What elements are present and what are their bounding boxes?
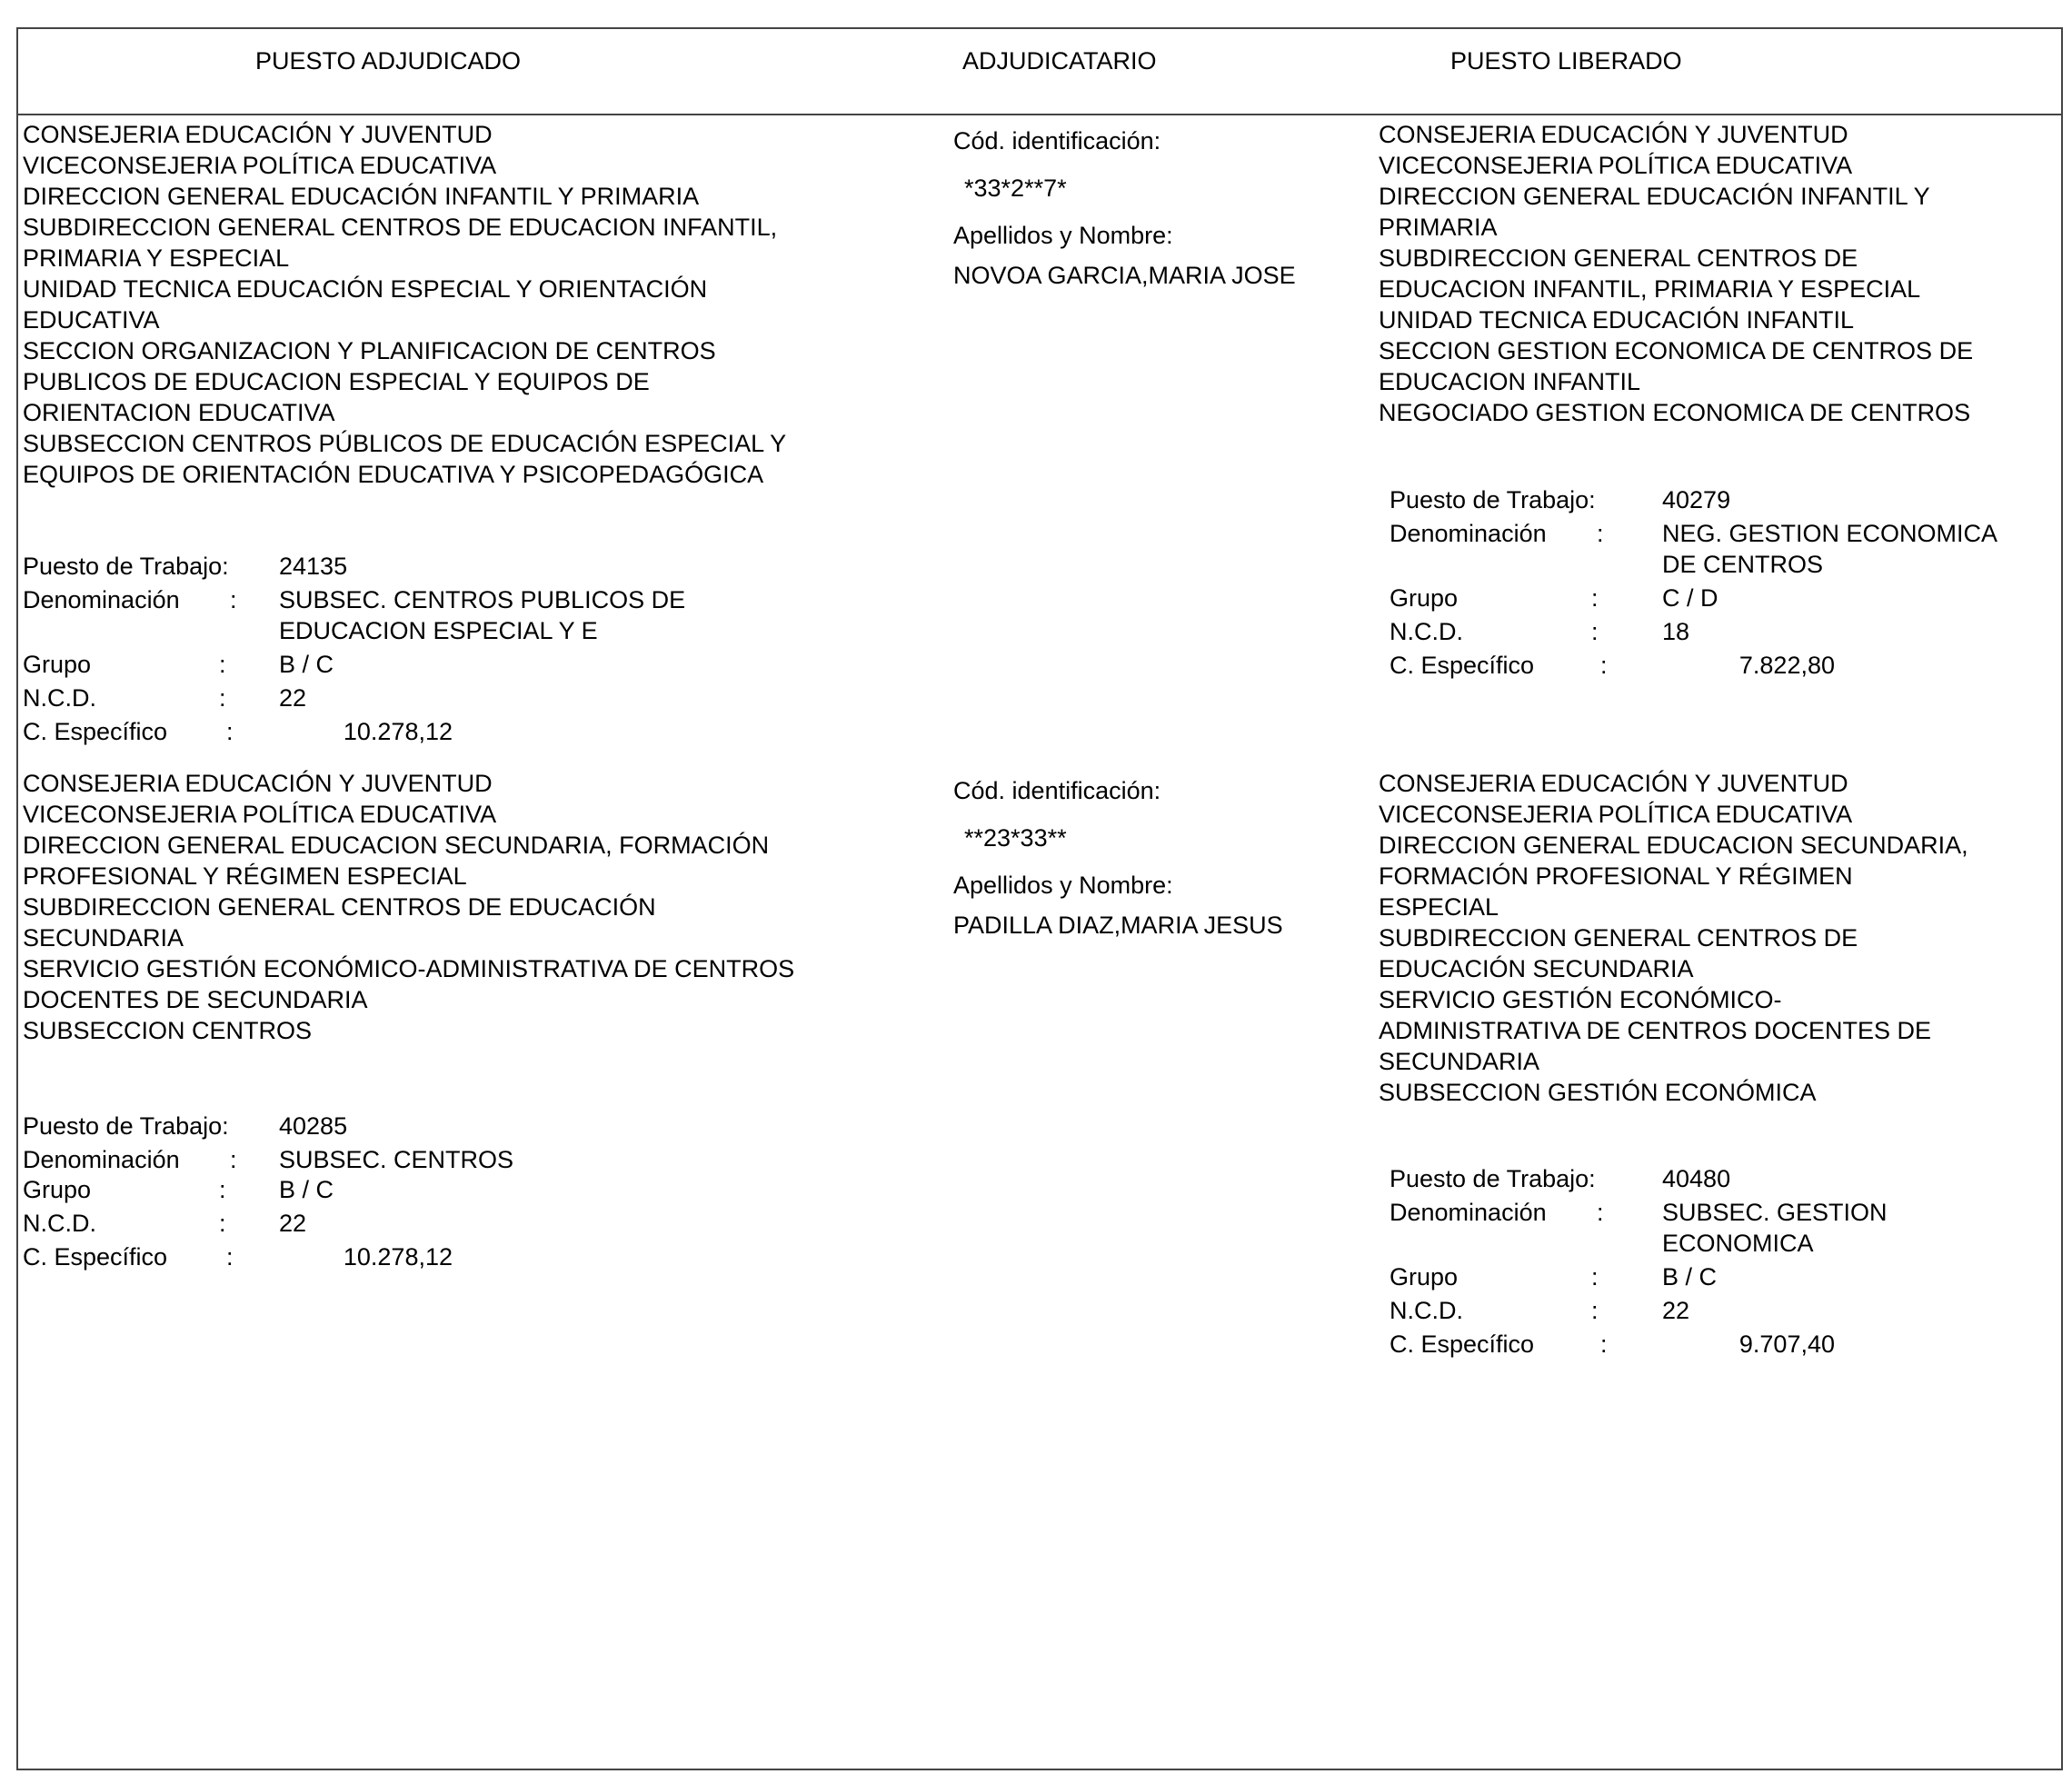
denominacion-value — [1662, 1197, 1888, 1259]
org-line: PUBLICOS DE EDUCACION ESPECIAL Y EQUIPOS DE — [23, 368, 650, 395]
org-line: DOCENTES DE SECUNDARIA — [23, 986, 368, 1013]
colon: : — [1597, 1199, 1604, 1226]
record-1-adjudicado-org — [23, 119, 786, 490]
denominacion-line: DE CENTROS — [1662, 551, 1824, 578]
colon: : — [1600, 1330, 1608, 1358]
cod-identificacion-value: *33*2**7* — [964, 174, 1067, 202]
header-adjudicatario: ADJUDICATARIO — [962, 47, 1157, 75]
org-line: SERVICIO GESTIÓN ECONÓMICO-ADMINISTRATIVA DE CENTROS — [23, 955, 795, 982]
record-2-adjudicado-org — [23, 768, 794, 1046]
org-line: SECCION GESTION ECONOMICA DE CENTROS DE — [1379, 337, 1974, 364]
c-especifico-value: 10.278,12 — [343, 718, 453, 745]
org-line: CONSEJERIA EDUCACIÓN Y JUVENTUD — [23, 770, 493, 797]
org-line: SUBDIRECCION GENERAL CENTROS DE EDUCACIÓN — [23, 893, 656, 921]
denominacion-label: Denominación — [1390, 1199, 1547, 1226]
org-line: ORIENTACION EDUCATIVA — [23, 399, 335, 426]
org-line: EDUCATIVA — [23, 306, 160, 334]
org-line: VICECONSEJERIA POLÍTICA EDUCATIVA — [23, 152, 497, 179]
org-line: EQUIPOS DE ORIENTACIÓN EDUCATIVA Y PSICOPEDAGÓGICA — [23, 461, 764, 488]
colon: : — [1591, 584, 1599, 612]
org-line: VICECONSEJERIA POLÍTICA EDUCATIVA — [1379, 801, 1853, 828]
record-2-liberado-org — [1379, 768, 1968, 1108]
denominacion-label: Denominación — [23, 1146, 180, 1173]
ncd-label: N.C.D. — [23, 1210, 96, 1237]
org-line: EDUCACION INFANTIL — [1379, 368, 1641, 395]
org-line: SECUNDARIA — [1379, 1048, 1540, 1075]
denominacion-label: Denominación — [23, 586, 180, 613]
ncd-value: 22 — [279, 1210, 307, 1237]
colon: : — [1597, 520, 1604, 547]
cod-identificacion-label: Cód. identificación: — [953, 777, 1161, 804]
grupo-value: B / C — [279, 651, 334, 678]
cod-identificacion-label: Cód. identificación: — [953, 127, 1161, 154]
grupo-value: B / C — [1662, 1263, 1718, 1291]
puesto-trabajo-value: 40279 — [1662, 486, 1731, 513]
c-especifico-label: C. Específico — [23, 1243, 168, 1271]
grupo-label: Grupo — [23, 651, 92, 678]
colon: : — [219, 684, 226, 712]
colon: : — [1600, 652, 1608, 679]
grupo-label: Grupo — [23, 1176, 92, 1203]
org-line: PRIMARIA Y ESPECIAL — [23, 244, 290, 272]
org-line: SECCION ORGANIZACION Y PLANIFICACION DE CENTROS — [23, 337, 716, 364]
org-line: CONSEJERIA EDUCACIÓN Y JUVENTUD — [1379, 770, 1848, 797]
denominacion-value — [279, 1144, 513, 1175]
header-puesto-liberado: PUESTO LIBERADO — [1450, 47, 1682, 75]
c-especifico-value: 10.278,12 — [343, 1243, 453, 1271]
colon: : — [1591, 1297, 1599, 1324]
grupo-label: Grupo — [1390, 584, 1459, 612]
org-line: SUBSECCION CENTROS — [23, 1017, 313, 1044]
puesto-trabajo-label: Puesto de Trabajo: — [23, 553, 229, 580]
org-line: EDUCACION INFANTIL, PRIMARIA Y ESPECIAL — [1379, 275, 1921, 303]
colon: : — [230, 1146, 237, 1173]
grupo-value: B / C — [279, 1176, 334, 1203]
puesto-trabajo-label: Puesto de Trabajo: — [1390, 486, 1596, 513]
org-line: SUBDIRECCION GENERAL CENTROS DE EDUCACION INFANTIL, — [23, 214, 778, 241]
grupo-label: Grupo — [1390, 1263, 1459, 1291]
apellidos-nombre-label: Apellidos y Nombre: — [953, 222, 1173, 249]
record-2-adjudicatario — [953, 777, 1353, 959]
ncd-label: N.C.D. — [23, 684, 96, 712]
org-line: SUBDIRECCION GENERAL CENTROS DE — [1379, 924, 1858, 952]
c-especifico-label: C. Específico — [23, 718, 168, 745]
puesto-trabajo-label: Puesto de Trabajo: — [23, 1112, 229, 1140]
org-line: DIRECCION GENERAL EDUCACION SECUNDARIA, — [1379, 832, 1968, 859]
org-line: SERVICIO GESTIÓN ECONÓMICO- — [1379, 986, 1782, 1013]
org-line: DIRECCION GENERAL EDUCACIÓN INFANTIL Y — [1379, 183, 1930, 210]
org-line: CONSEJERIA EDUCACIÓN Y JUVENTUD — [23, 121, 493, 148]
denominacion-line: EDUCACION ESPECIAL Y E — [279, 617, 598, 644]
puesto-trabajo-value: 40480 — [1662, 1165, 1731, 1192]
org-line: DIRECCION GENERAL EDUCACIÓN INFANTIL Y PRIMARIA — [23, 183, 700, 210]
org-line: DIRECCION GENERAL EDUCACION SECUNDARIA, FORMACIÓN — [23, 832, 770, 859]
org-line: ADMINISTRATIVA DE CENTROS DOCENTES DE — [1379, 1017, 1932, 1044]
header-divider — [16, 114, 2063, 115]
colon: : — [219, 1210, 226, 1237]
denominacion-line: ECONOMICA — [1662, 1230, 1814, 1257]
colon: : — [219, 651, 226, 678]
org-line: SUBDIRECCION GENERAL CENTROS DE — [1379, 244, 1858, 272]
org-line: FORMACIÓN PROFESIONAL Y RÉGIMEN — [1379, 862, 1853, 890]
ncd-value: 22 — [279, 684, 307, 712]
colon: : — [1591, 618, 1599, 645]
grupo-value: C / D — [1662, 584, 1718, 612]
header-puesto-adjudicado: PUESTO ADJUDICADO — [255, 47, 522, 75]
apellidos-nombre-value: NOVOA GARCIA,MARIA JOSE — [953, 262, 1296, 289]
cod-identificacion-value: **23*33** — [964, 824, 1067, 852]
org-line: VICECONSEJERIA POLÍTICA EDUCATIVA — [23, 801, 497, 828]
denominacion-value — [1662, 518, 1997, 580]
record-1-adjudicatario — [953, 127, 1353, 309]
colon: : — [226, 1243, 234, 1271]
ncd-value: 22 — [1662, 1297, 1690, 1324]
apellidos-nombre-value: PADILLA DIAZ,MARIA JESUS — [953, 912, 1283, 939]
org-line: ESPECIAL — [1379, 893, 1499, 921]
apellidos-nombre-label: Apellidos y Nombre: — [953, 872, 1173, 899]
puesto-trabajo-value: 40285 — [279, 1112, 348, 1140]
denominacion-line: NEG. GESTION ECONOMICA — [1662, 520, 1998, 547]
ncd-label: N.C.D. — [1390, 1297, 1463, 1324]
denominacion-line: SUBSEC. GESTION — [1662, 1199, 1888, 1226]
record-1-liberado-org — [1379, 119, 1973, 428]
org-line: UNIDAD TECNICA EDUCACIÓN INFANTIL — [1379, 306, 1855, 334]
puesto-trabajo-value: 24135 — [279, 553, 348, 580]
org-line: EDUCACIÓN SECUNDARIA — [1379, 955, 1694, 982]
ncd-label: N.C.D. — [1390, 618, 1463, 645]
denominacion-value — [279, 584, 685, 646]
org-line: PROFESIONAL Y RÉGIMEN ESPECIAL — [23, 862, 467, 890]
c-especifico-label: C. Específico — [1390, 652, 1535, 679]
colon: : — [1591, 1263, 1599, 1291]
denominacion-label: Denominación — [1390, 520, 1547, 547]
puesto-trabajo-label: Puesto de Trabajo: — [1390, 1165, 1596, 1192]
colon: : — [230, 586, 237, 613]
colon: : — [219, 1176, 226, 1203]
org-line: SUBSECCION CENTROS PÚBLICOS DE EDUCACIÓN ESPECIAL Y — [23, 430, 787, 457]
org-line: SECUNDARIA — [23, 924, 184, 952]
c-especifico-value: 7.822,80 — [1738, 652, 1835, 679]
org-line: NEGOCIADO GESTION ECONOMICA DE CENTROS — [1379, 399, 1971, 426]
org-line: VICECONSEJERIA POLÍTICA EDUCATIVA — [1379, 152, 1853, 179]
denominacion-line: SUBSEC. CENTROS — [279, 1146, 514, 1173]
c-especifico-label: C. Específico — [1390, 1330, 1535, 1358]
ncd-value: 18 — [1662, 618, 1690, 645]
org-line: UNIDAD TECNICA EDUCACIÓN ESPECIAL Y ORIENTACIÓN — [23, 275, 708, 303]
org-line: SUBSECCION GESTIÓN ECONÓMICA — [1379, 1079, 1817, 1106]
org-line: PRIMARIA — [1379, 214, 1498, 241]
c-especifico-value: 9.707,40 — [1738, 1330, 1835, 1358]
org-line: CONSEJERIA EDUCACIÓN Y JUVENTUD — [1379, 121, 1848, 148]
colon: : — [226, 718, 234, 745]
denominacion-line: SUBSEC. CENTROS PUBLICOS DE — [279, 586, 686, 613]
